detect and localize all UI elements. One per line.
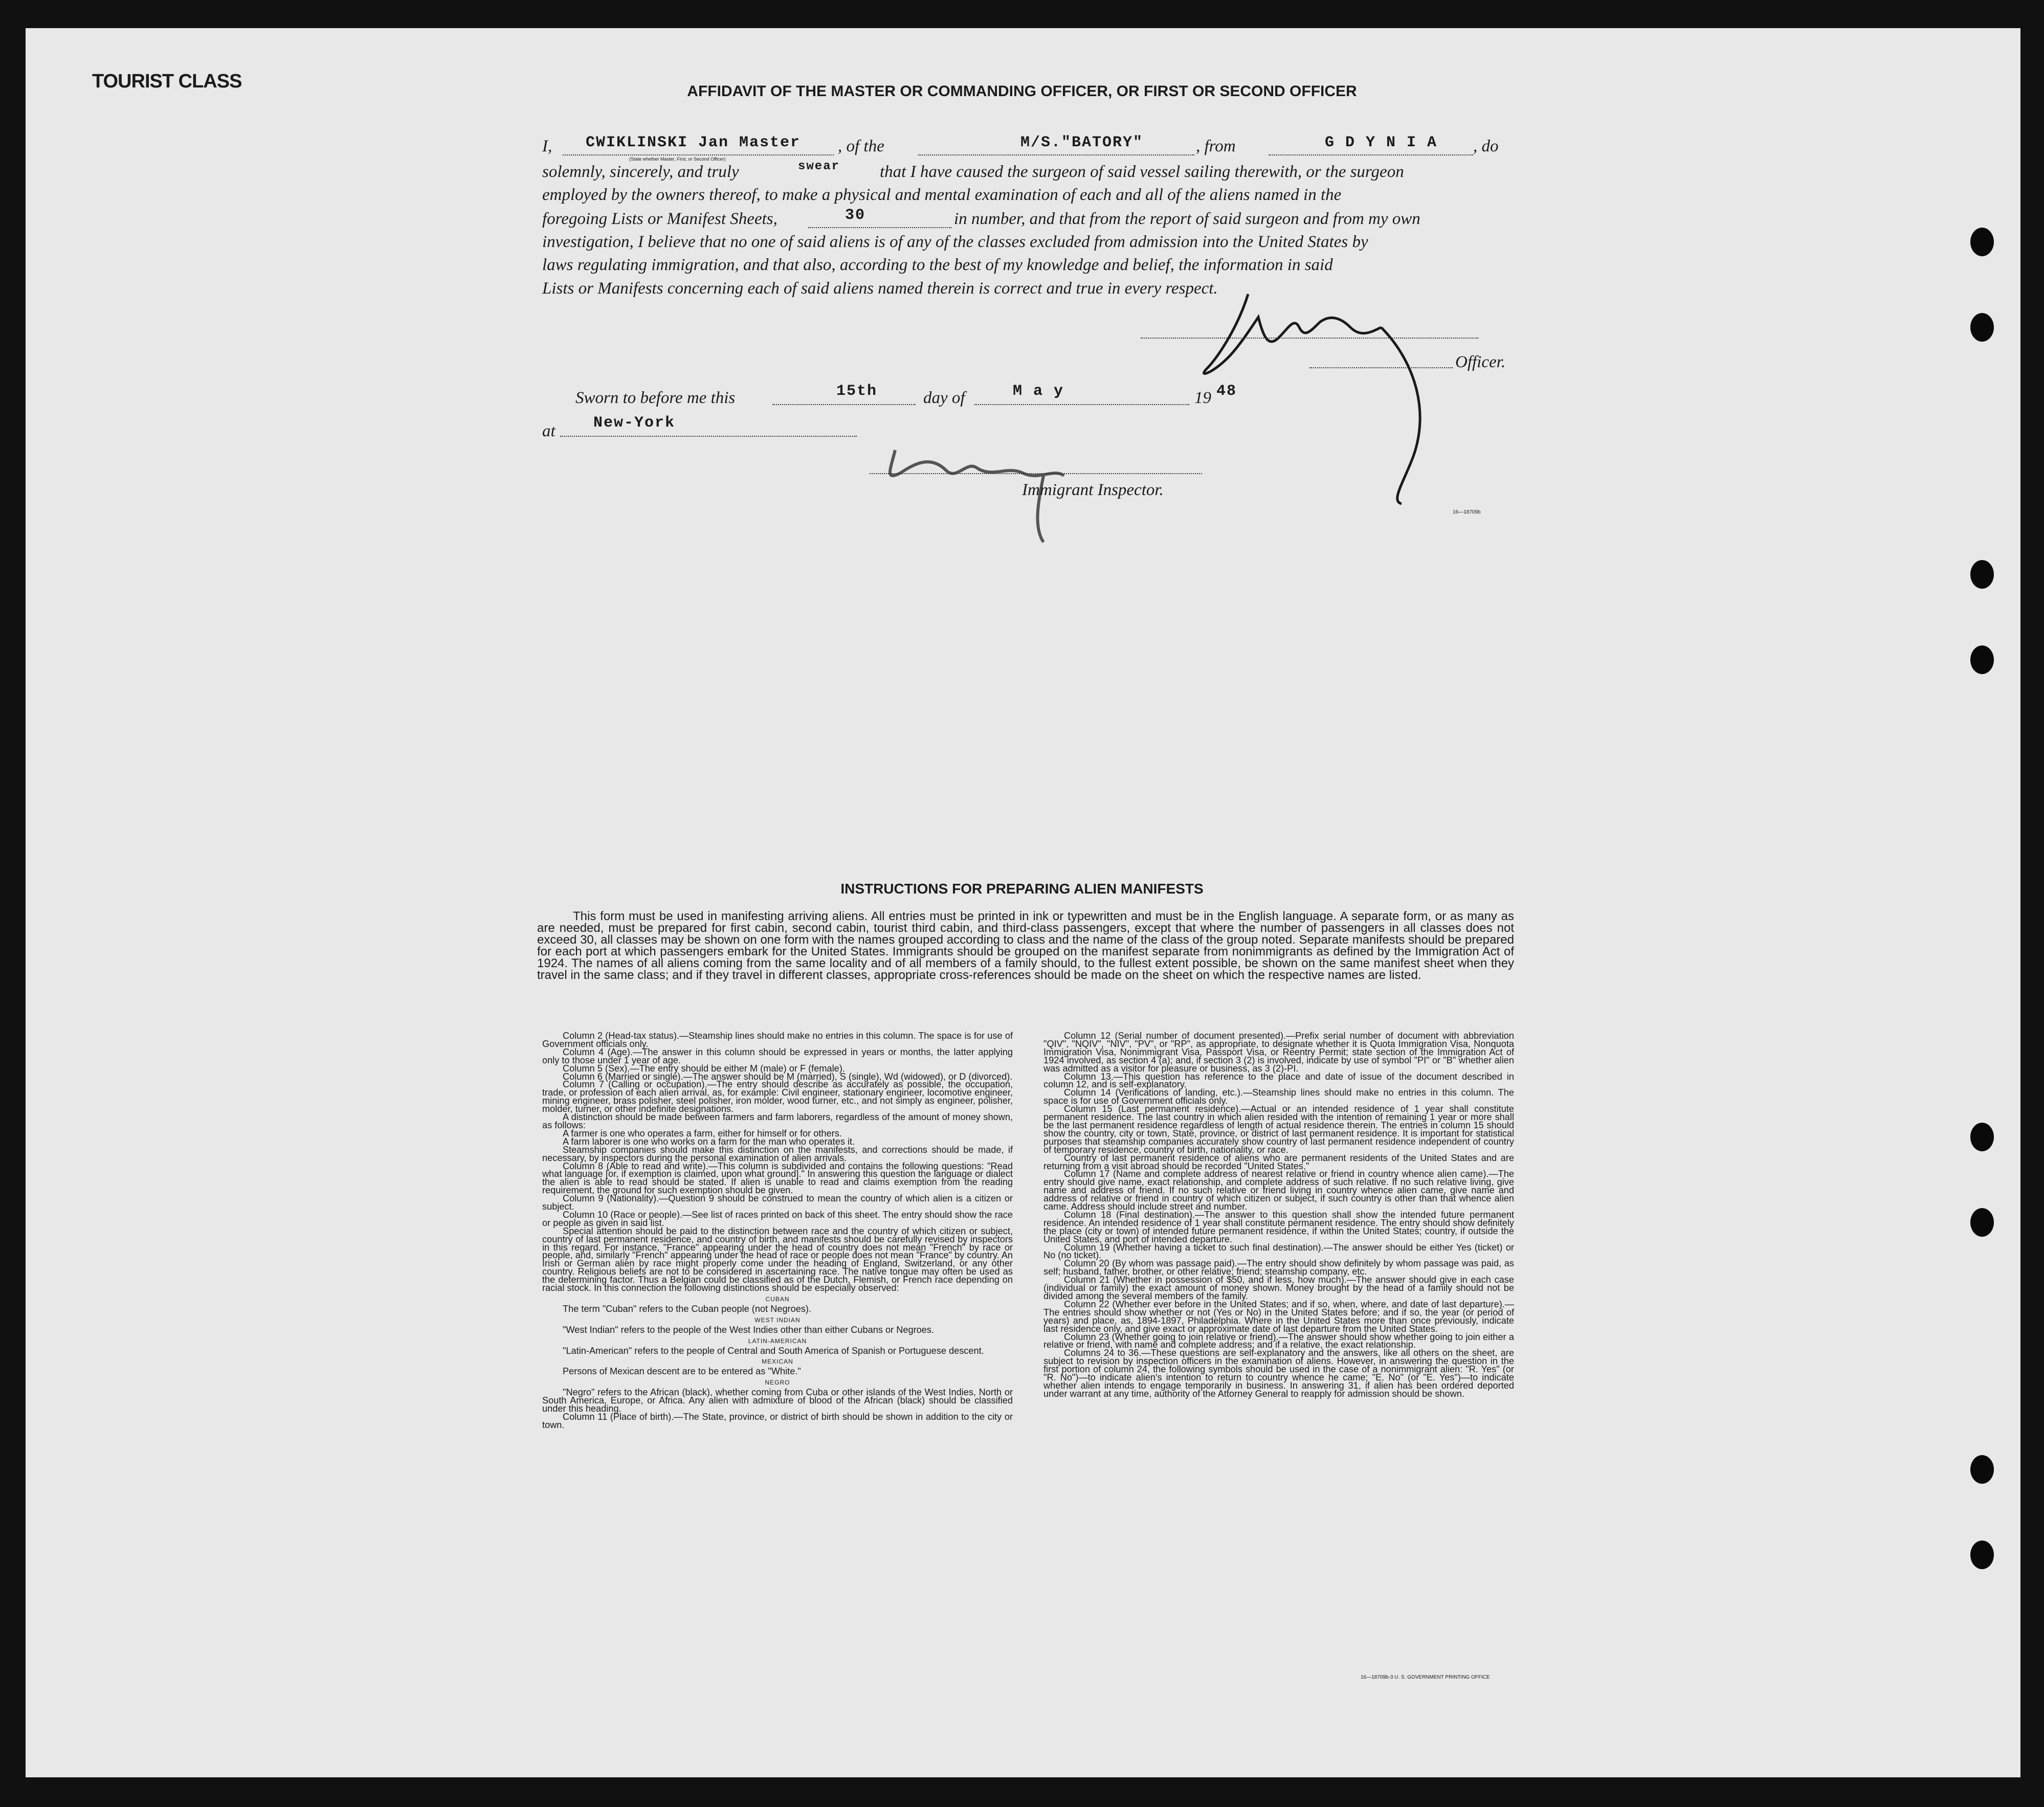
affidavit-line-2-pre: solemnly, sincerely, and truly xyxy=(542,163,739,181)
binder-hole xyxy=(1970,1123,1994,1151)
sworn-label: Sworn to before me this xyxy=(575,389,736,407)
instruction-paragraph: Column 9 (Nationality).—Question 9 should be construed to mean the country of which alien is a citizen or subject. xyxy=(542,1193,1013,1212)
affidavit-line-3: employed by the owners thereof, to make a physical and mental examination of each and all of the aliens named in the xyxy=(542,186,1342,204)
instruction-paragraph: Column 21 (Whether in possession of $50, and if less, how much).—The answer should give in each case (individual or family) the exact amount of money shown. Money brought by the head of a family should not be divided among the several members of the family. xyxy=(1043,1275,1514,1301)
form-number: 16—18709b xyxy=(1453,509,1481,515)
race-heading: NEGRO xyxy=(765,1379,790,1387)
instruction-paragraph: A farm laborer is one who works on a farm for the man who operates it. xyxy=(563,1136,855,1147)
instruction-paragraph: Column 15 (Last permanent residence).—Actual or an intended residence of 1 year shall constitute permanent residence. The last country in which alien resided with the intention of remaining 1 year or more shall be the last permanent residence regardless of length of actual residence therein. The entries in column 15 should show the country, city or town, State, province, or district of last permanent residence. It is important for statistical purposes that steamship companies accurately show country of last permanent residence independent of country of temporary residence, country of birth, nationality, or race. xyxy=(1043,1104,1514,1155)
binder-hole xyxy=(1970,560,1994,589)
race-text: Persons of Mexican descent are to be entered as "White." xyxy=(563,1366,801,1377)
instruction-paragraph: Special attention should be paid to the distinction between race and the country of which citizen or subject, country of last permanent residence, and country of birth, and manifests should be carefully revised by inspectors in this regard. For instance, "France" appearing under the head of country does not mean "French" by race or people, and, similarly "French" appearing under the head of race or people does not mean "France" by country. An Irish or German alien by race might properly come under the heading of England, Switzerland, or any other country. Religious beliefs are not to be considered in ascertaining race. The native tongue may often be used as the determining factor. Thus a Belgian could be classified as of the Dutch, Flemish, or French race depending on racial stock. In this connection the following distinctions should be especially observed: xyxy=(542,1225,1013,1293)
instructions-right-column xyxy=(1043,1032,1514,1398)
instruction-paragraph: Column 12 (Serial number of document presented).—Prefix serial number of document with abbreviation "QIV", "NQIV", "NIV", "PV", or "RP", as appropriate, to designate whether it is Quota Immigration Visa, Nonquota Immigration Visa, Nonimmigrant Visa, Passport Visa, or Reentry Permit; state section of the Immigration Act of 1924 involved, as section 4 (a); and, if section 3 (2) is involved, indicate by use of symbol "PI" or "B" whether alien was admitted as a visitor for pleasure or business, as 3 (2)-PI. xyxy=(1043,1031,1514,1074)
at-label: at xyxy=(542,422,556,440)
class-label: TOURIST CLASS xyxy=(92,71,242,92)
instruction-paragraph: Column 14 (Verifications of landing, etc.).—Steamship lines should make no entries in this column. The space is for use of Government officials only. xyxy=(1043,1087,1514,1106)
sworn-place: New-York xyxy=(593,414,676,432)
binder-hole xyxy=(1970,228,1994,256)
day-of-label: day of xyxy=(923,389,965,407)
printing-office-footer: 16—18709b-3 U. S. GOVERNMENT PRINTING OFFICE xyxy=(1361,1675,1490,1680)
instruction-paragraph: A distinction should be made between farmers and farm laborers, regardless of the amount of money shown, as follows: xyxy=(542,1112,1013,1130)
race-text: "Negro" refers to the African (black), whether coming from Cuba or other islands of the West Indies, North or South America, Europe, or Africa. Any alien with admixture of blood of the African (black) should be classified under this heading. xyxy=(542,1387,1013,1414)
instruction-paragraph: Column 17 (Name and complete address of nearest relative or friend in country whence alien came).—The entry should give name, exact relationship, and complete address of such relative. If no such relative living, give name and address of friend. If no such relative or friend living in country whence alien came, give name and address of relative or friend in country of which citizen or subject, if such country is other than that whence alien came. Address should include street and number. xyxy=(1043,1169,1514,1212)
binder-hole xyxy=(1970,645,1994,674)
instruction-paragraph: Column 13.—This question has reference to the place and date of issue of the document described in column 12, and is self-explanatory. xyxy=(1043,1071,1514,1090)
instruction-paragraph: Column 20 (By whom was passage paid).—The entry should show definitely by whom passage was paid, as self; husband, father, brother, or other relative; friend; steamship company, etc. xyxy=(1043,1258,1514,1277)
instructions-intro: This form must be used in manifesting arriving aliens. All entries must be printed in ink or typewritten and must be in the English language. A separate form, or as many as are needed, must be prepared for first cabin, second cabin, tourist third cabin, and third-class passengers, except that where the number of passengers in all classes does not exceed 30, all classes may be shown on one form with the names grouped according to class and the name of the class of the group noted. Separate manifests should be prepared for each port at which passengers embark for the United States. Immigrants should be grouped on the manifest separate from nonimmigrants as defined by the Immigration Act of 1924. The names of all aliens coming from the same locality and of all members of a family should, to the fullest extent possible, be shown on the same manifest sheet when they travel in the same class; and if they travel in different classes, appropriate cross-references should be made on the sheet on which the respective names are listed. xyxy=(537,909,1514,982)
affidavit-line-4-post: in number, and that from the report of said surgeon and from my own xyxy=(954,210,1420,228)
affidavit-line-6: laws regulating immigration, and that also, according to the best of my knowledge and belief, the information in said xyxy=(542,256,1333,274)
from-label: , from xyxy=(1196,137,1236,155)
sworn-month: M a y xyxy=(1013,383,1064,400)
instruction-paragraph: Column 7 (Calling or occupation).—The entry should describe as accurately as possible, the occupation, trade, or profession of each alien arrival, as, for example: Civil engineer, stationary engineer, locomotive engineer, mining engineer, brass polisher, steel polisher, iron molder, wood turner, etc., and not simply as engineer, polisher, molder, turner, or other indefinite designations. xyxy=(542,1079,1013,1114)
binder-hole xyxy=(1970,313,1994,342)
affidavit-title: AFFIDAVIT OF THE MASTER OR COMMANDING OFFICER, OR FIRST OR SECOND OFFICER xyxy=(687,83,1357,100)
instruction-paragraph: Steamship companies should make this distinction on the manifests, and corrections should be made, if necessary, by inspectors during the personal examination of alien arrivals. xyxy=(542,1144,1013,1163)
officer-label: Officer. xyxy=(1455,353,1506,371)
rank-note: (State whether Master, First, or Second Officer) xyxy=(629,157,726,162)
affidavit-line-5: investigation, I believe that no one of said aliens is of any of the classes excluded from admission into the United States by xyxy=(542,233,1368,251)
port-name: G D Y N I A xyxy=(1325,134,1438,151)
race-heading: WEST INDIAN xyxy=(754,1316,801,1324)
instruction-paragraph: Column 6 (Married or single).—The answer should be M (married), S (single), Wd (widowed), or D (divorced). xyxy=(563,1071,1013,1082)
sheet-count: 30 xyxy=(845,207,866,224)
instruction-paragraph: Column 5 (Sex).—The entry should be either M (male) or F (female). xyxy=(563,1063,845,1074)
year-suffix: 48 xyxy=(1216,383,1237,400)
instruction-paragraph: Column 2 (Head-tax status).—Steamship lines should make no entries in this column. The space is for use of Government officials only. xyxy=(542,1031,1013,1049)
instruction-paragraph: Column 10 (Race or people).—See list of races printed on back of this sheet. The entry should show the race or people as given in said list. xyxy=(542,1209,1013,1228)
race-heading: LATIN-AMERICAN xyxy=(748,1337,807,1345)
affidavit-line-4-pre: foregoing Lists or Manifest Sheets, xyxy=(542,210,777,228)
race-heading: MEXICAN xyxy=(762,1358,793,1366)
year-prefix: 19 xyxy=(1194,389,1211,407)
inspector-label: Immigrant Inspector. xyxy=(1022,481,1164,499)
instruction-paragraph: Column 4 (Age).—The answer in this column should be expressed in years or months, the latter applying only to those under 1 year of age. xyxy=(542,1046,1013,1065)
instruction-paragraph: Column 22 (Whether ever before in the United States; and if so, when, where, and date of last departure).—The entries should show whether or not (Yes or No) in the United States before; and if so, the year (or period of years) and place, as, 1894-1897, Philadelphia. Where in the United States more than once previously, indicate last residence only, and give exact or approximate date of last departure from the United States. xyxy=(1043,1299,1514,1334)
instructions-title: INSTRUCTIONS FOR PREPARING ALIEN MANIFESTS xyxy=(840,881,1204,897)
do-label: , do xyxy=(1473,137,1499,155)
officer-name: CWIKLINSKI Jan Master xyxy=(586,134,801,151)
affidavit-line-2-post: that I have caused the surgeon of said vessel sailing therewith, or the surgeon xyxy=(880,163,1404,181)
instruction-paragraph: A farmer is one who operates a farm, either for himself or for others. xyxy=(563,1128,842,1139)
race-text: "Latin-American" refers to the people of Central and South America of Spanish or Portuguese descent. xyxy=(563,1345,984,1356)
sworn-day: 15th xyxy=(836,383,878,400)
instruction-paragraph: Columns 24 to 36.—These questions are self-explanatory and the answers, like all others on the sheet, are subject to revision by inspection officers in the examination of aliens. However, in answering the question in the first portion of column 24, the following symbols should be used in the case of a nonimmigrant alien: "R. Yes" (or "R. No")—to indicate alien's intention to return to country whence he came; "E. No" (or "E. Yes")—to indicate whether alien intends to engage temporarily in business. In answering 31, if alien has been ordered deported under warrant at any time, authority of the Attorney General to reapply for admission should be shown. xyxy=(1043,1348,1514,1399)
instruction-paragraph: Column 19 (Whether having a ticket to such final destination).—The answer should be either Yes (ticket) or No (no ticket). xyxy=(1043,1242,1514,1261)
instruction-paragraph: Column 11 (Place of birth).—The State, province, or district of birth should be shown in addition to the city or town. xyxy=(542,1411,1013,1430)
instruction-paragraph: Column 18 (Final destination).—The answer to this question shall show the intended future permanent residence. An intended residence of 1 year shall constitute permanent residence. The entry should show definitely the place (city or town) of intended future permanent residence, if within the United States; country, if outside the United States, and port of intended departure. xyxy=(1043,1209,1514,1244)
vessel-name: M/S."BATORY" xyxy=(1020,134,1144,151)
binder-hole xyxy=(1970,1455,1994,1484)
race-heading: CUBAN xyxy=(765,1296,790,1303)
oath: swear xyxy=(798,160,840,173)
of-the-label: , of the xyxy=(838,137,884,155)
race-text: The term "Cuban" refers to the Cuban people (not Negroes). xyxy=(563,1303,812,1314)
instruction-paragraph: Column 8 (Able to read and write).—This column is subdivided and contains the following questions: "Read what language [or, if exemption is claimed, upon what ground]." In answering this question the language or dialect the alien is able to read should be stated. If alien is unable to read and claims exemption from the reading requirement, the ground for such exemption should be given. xyxy=(542,1161,1013,1196)
binder-hole xyxy=(1970,1541,1994,1569)
instruction-paragraph: Country of last permanent residence of aliens who are permanent residents of the United States and are returning from a visit abroad should be recorded "United States." xyxy=(1043,1152,1514,1171)
instructions-left-column xyxy=(542,1032,1013,1430)
pronoun: I, xyxy=(542,137,552,155)
affidavit-line-7: Lists or Manifests concerning each of said aliens named therein is correct and true in every respect. xyxy=(542,279,1218,298)
race-text: "West Indian" refers to the people of the West Indies other than either Cubans or Negroes. xyxy=(563,1324,935,1335)
instruction-paragraph: Column 23 (Whether going to join relative or friend).—The answer should show whether going to join either a relative or friend, with name and complete address; and if a relative, the exact relationship. xyxy=(1043,1331,1514,1350)
binder-hole xyxy=(1970,1208,1994,1237)
